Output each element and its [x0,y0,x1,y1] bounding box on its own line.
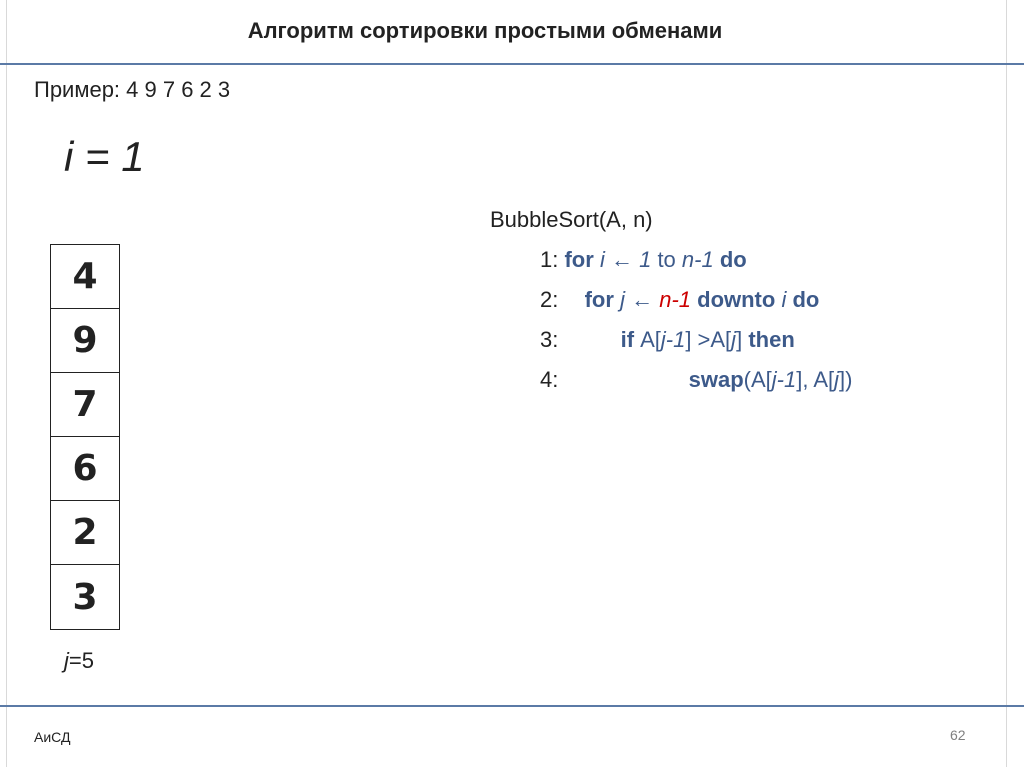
line-number: 3: [540,327,559,352]
code-line-4 [540,367,852,393]
line-number: 1: [540,247,559,272]
keyword-for: for [584,287,614,312]
footer-course-label: АиСД [34,729,71,745]
array-cell: 3 [72,576,98,618]
keyword-if: if [620,327,635,352]
code-line-1 [540,247,747,273]
expr-j-1: j-1 [771,367,797,392]
expr-part: A[ [640,327,661,352]
code-line-3 [540,327,795,353]
bottom-rule [0,705,1024,707]
expr-part: ] >A[ [685,327,732,352]
keyword-then: then [748,327,795,352]
array-cell: 2 [51,501,119,565]
code-line-2 [540,287,819,313]
expr-part: (A[ [743,367,772,392]
j-counter-label [64,648,94,674]
j-variable: j [64,648,69,673]
keyword-do: do [792,287,820,312]
array-cell: 9 [51,309,119,373]
keyword-to: to [657,247,676,272]
expr-part: ] [736,327,743,352]
assign-arrow: ← [631,287,654,312]
right-border [1006,0,1007,767]
var-i: i [599,247,605,272]
expr-part: ], A[ [796,367,835,392]
array-cell: 7 [51,373,119,437]
keyword-for: for [564,247,594,272]
expr-j: j [731,327,737,352]
left-border [6,0,7,767]
footer-page-number: 62 [950,727,966,743]
expr-n-1: n-1 [681,247,714,272]
i-counter-label: i = 1 [64,133,145,180]
var-i: i [781,287,787,312]
expr-n-1: n-1 [659,287,691,312]
expr-part: ]) [839,367,853,392]
assign-one: ← 1 [610,247,652,272]
expr-j-1: j-1 [660,327,686,352]
slide-title: Алгоритм сортировки простыми обменами [247,18,723,43]
array-column [50,244,120,630]
var-j: j [620,287,625,312]
keyword-swap: swap [688,367,744,392]
line-number: 2: [540,287,559,312]
example-text: Пример: 4 9 7 6 2 3 [34,77,231,102]
j-value: =5 [68,648,94,673]
code-header: BubbleSort(A, n) [490,207,653,232]
array-cell: 4 [51,245,119,309]
top-rule [0,63,1024,65]
keyword-downto: downto [697,287,776,312]
expr-j: j [834,367,840,392]
array-cell: 6 [51,437,119,501]
line-number: 4: [540,367,559,392]
keyword-do: do [719,247,747,272]
